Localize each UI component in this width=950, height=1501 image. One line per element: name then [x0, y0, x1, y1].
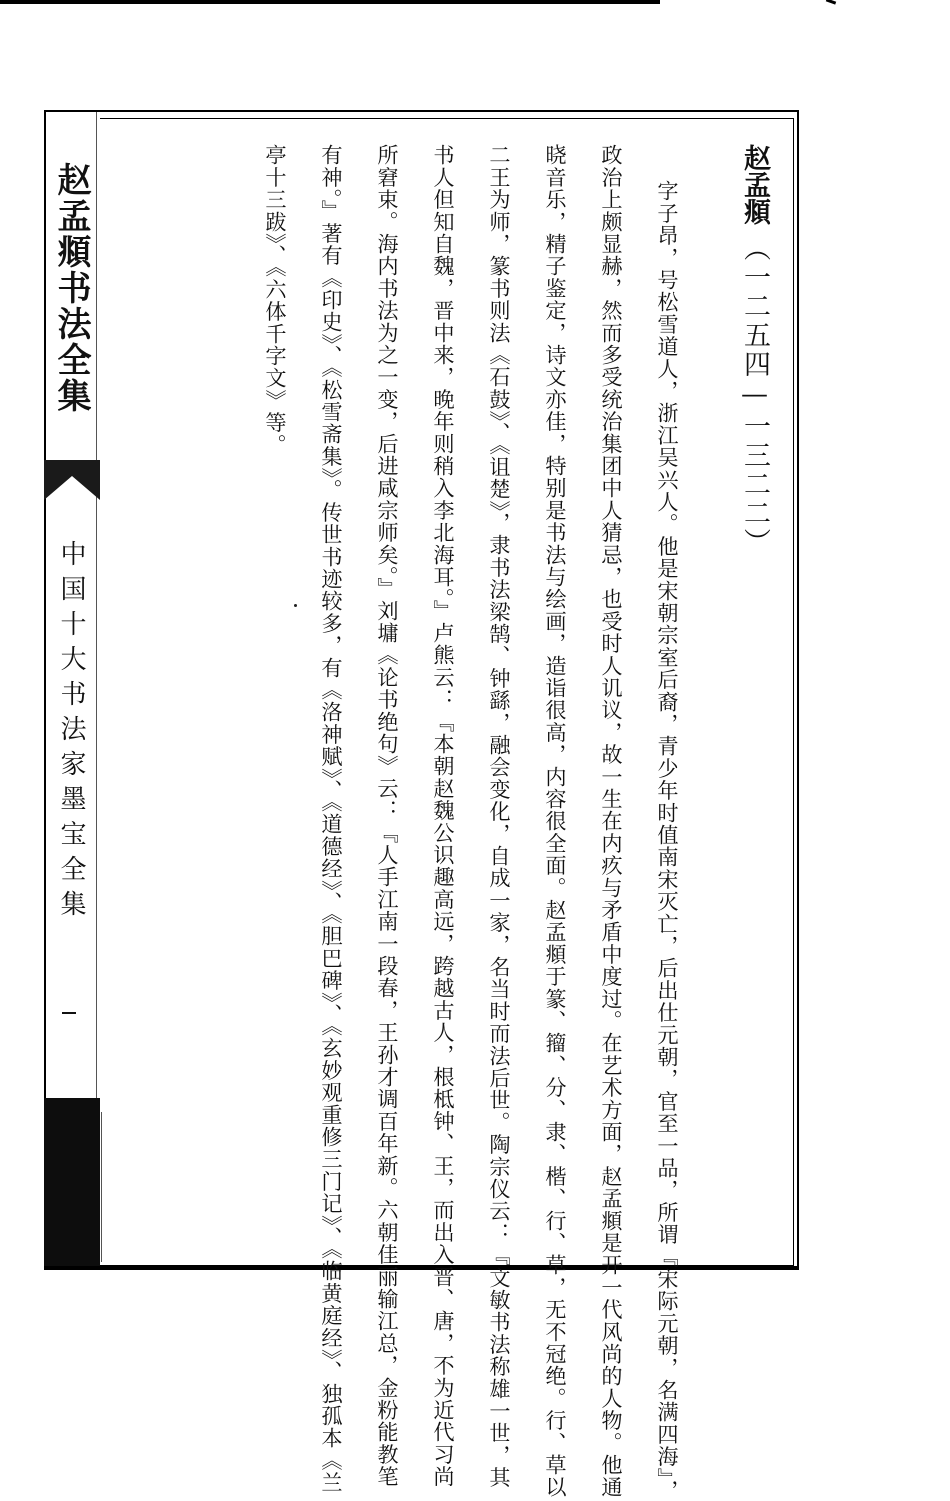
series-title: 赵孟頫书法全集: [51, 162, 91, 414]
spine-block-line: [101, 1112, 102, 1262]
heading-years: （一二五四—一三二二）: [739, 234, 770, 557]
spine-divider: [96, 112, 97, 1262]
spine-block: [44, 1098, 100, 1266]
heading-name: 赵孟頫: [739, 144, 770, 225]
page-number: [62, 1012, 76, 1014]
corner-mark: [826, 0, 836, 5]
text-column: 书人但知自魏，晋中来，晚年则稍入李北海耳。』卢熊云：『本朝赵魏公识趣高远，跨越古人，根柢钟、王，而出入晋、唐，不为近代习尚: [431, 144, 456, 1488]
text-column: 亭十三跋》、《六体千字文》等。: [263, 144, 288, 456]
text-column: 有神。』著有《印史》、《松雪斋集》。传世书迹较多，有《洛神赋》、《道德经》、《胆巴碑》、《玄妙观重修三门记》、《临黄庭经》、独孤本《兰: [319, 144, 344, 1494]
top-rule: [0, 0, 660, 4]
text-column: 字子昂，号松雪道人，浙江吴兴人。他是宋朝宗室后裔，青少年时值南宋灭亡，后出仕元朝，官至一品，所谓『宋际元朝，名满四海』，: [655, 180, 680, 1501]
text-column: 政治上颇显赫，然而多受统治集团中人猜忌，也受时人讥议，故一生在内疚与矛盾中度过。在艺术方面，赵孟頫是开一代风尚的人物。他通: [599, 144, 624, 1499]
text-column: 晓音乐，精子鉴定，诗文亦佳，特别是书法与绘画，造诣很高，内容很全面。赵孟頫于篆、籀、分、隶、楷、行、草，无不冠绝。行、草以: [543, 144, 568, 1499]
ink-dot: [294, 604, 297, 607]
bottom-rule: [44, 1266, 799, 1270]
collection-title: 中国十大书法家墨宝全集: [56, 540, 86, 925]
text-column: 二王为师，篆书则法《石鼓》、《诅楚》，隶书法梁鹄、钟繇，融会变化，自成一家，名当时而法后世。陶宗仪云：『文敏书法称雄一世，其: [487, 144, 512, 1489]
text-column: 所窘束。海内书法为之一变，后进咸宗师矣。』刘墉《论书绝句》云：『人手江南一段春，王孙才调百年新。六朝佳丽输江总，金粉能教笔: [375, 144, 400, 1488]
